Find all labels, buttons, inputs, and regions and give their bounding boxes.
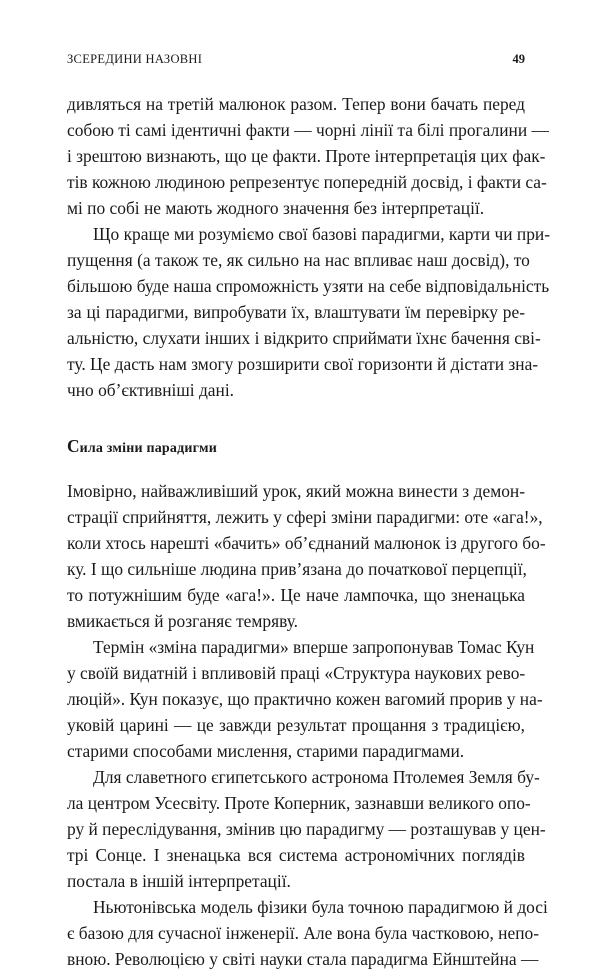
text-line: Для славетного єгипетського астронома Птолемея Земля бу-	[93, 767, 540, 787]
text-line: ла центром Усесвіту. Проте Коперник, зазнавши великого опо-	[67, 793, 531, 813]
text-line: собою ті самі ідентичні факти — чорні лінії та білі прогалини —	[67, 120, 549, 140]
text-line: чно об’єктивніші дані.	[67, 380, 234, 400]
text-line: ру й переслідування, змінив цю парадигму — розташував у цен-	[67, 819, 546, 839]
text-line: дивляться на третій малюнок разом. Тепер вони бачать перед	[67, 94, 525, 114]
paragraph-3	[67, 478, 546, 634]
text-line: то потужнішим буде «ага!». Це наче лампочка, що зненацька	[67, 585, 525, 605]
text-line: уковій царині — це завжди результат прощання з традицією,	[67, 715, 525, 735]
text-line: вмикається й розганяє темряву.	[67, 611, 299, 631]
text-line: у своїй видатній і впливовій праці «Структура наукових рево-	[67, 663, 526, 683]
text-line: Що краще ми розуміємо свої базові парадигми, карти чи при-	[93, 224, 551, 244]
text-line: люцій». Кун показує, що практично кожен вагомий прорив у на-	[67, 689, 543, 709]
section-heading	[67, 433, 525, 462]
text-line: старими способами мислення, старими парадигмами.	[67, 741, 465, 761]
section-heading-initial: С	[67, 436, 80, 456]
running-title: ЗСЕРЕДИНИ НАЗОВНІ	[67, 52, 203, 66]
text-line: за ці парадигми, випробувати їх, влаштувати їм перевірку ре-	[67, 302, 525, 322]
text-line: Ньютонівська модель фізики була точною парадигмою й досі	[93, 897, 548, 917]
text-line: постала в іншій інтерпретації.	[67, 871, 291, 891]
text-line: страції сприйняття, лежить у сфері зміни парадигми: оте «ага!»,	[67, 507, 543, 527]
paragraph-1	[67, 91, 549, 221]
text-line: ту. Це дасть нам змогу розширити свої горизонти й дістати зна-	[67, 354, 539, 374]
text-line: трі Сонце. І зненацька вся система астрономічних поглядів	[67, 845, 525, 865]
text-line: є базою для сучасної інженерії. Але вона була частковою, непо-	[67, 923, 539, 943]
text-line: мі по собі не мають жодного значення без інтерпретації.	[67, 198, 485, 218]
page-number: 49	[512, 52, 525, 66]
text-line: Термін «зміна парадигми» вперше запропонував Томас Кун	[93, 637, 535, 657]
text-line: ку. І що сильніше людина прив’язана до початкової перцепції,	[67, 559, 527, 579]
text-line: більшою буде наша спроможність узяти на себе відповідальність	[67, 276, 550, 296]
paragraph-2	[67, 221, 551, 403]
page-body	[67, 91, 551, 972]
section-heading-rest: ила зміни парадигми	[79, 441, 218, 456]
paragraph-4	[67, 634, 543, 764]
text-line: вною. Революцією у світі науки стала парадигма Ейнштейна —	[67, 949, 539, 969]
text-line: і зрештою визнають, що це факти. Проте інтерпретація цих фак-	[67, 146, 546, 166]
paragraph-6	[67, 894, 548, 972]
running-header	[67, 52, 525, 72]
text-line: коли хтось нарешті «бачить» об’єднаний малюнок із другого бо-	[67, 533, 546, 553]
text-line: пущення (а також те, як сильно на нас впливає наш досвід), то	[67, 250, 530, 270]
paragraph-5	[67, 764, 546, 894]
text-line: альністю, слухати інших і відкрито сприймати їхнє бачення сві-	[67, 328, 541, 348]
text-line: Імовірно, найважливіший урок, який можна винести з демон-	[67, 481, 525, 501]
text-line: тів кожною людиною репрезентує попередній досвід, і факти са-	[67, 172, 547, 192]
